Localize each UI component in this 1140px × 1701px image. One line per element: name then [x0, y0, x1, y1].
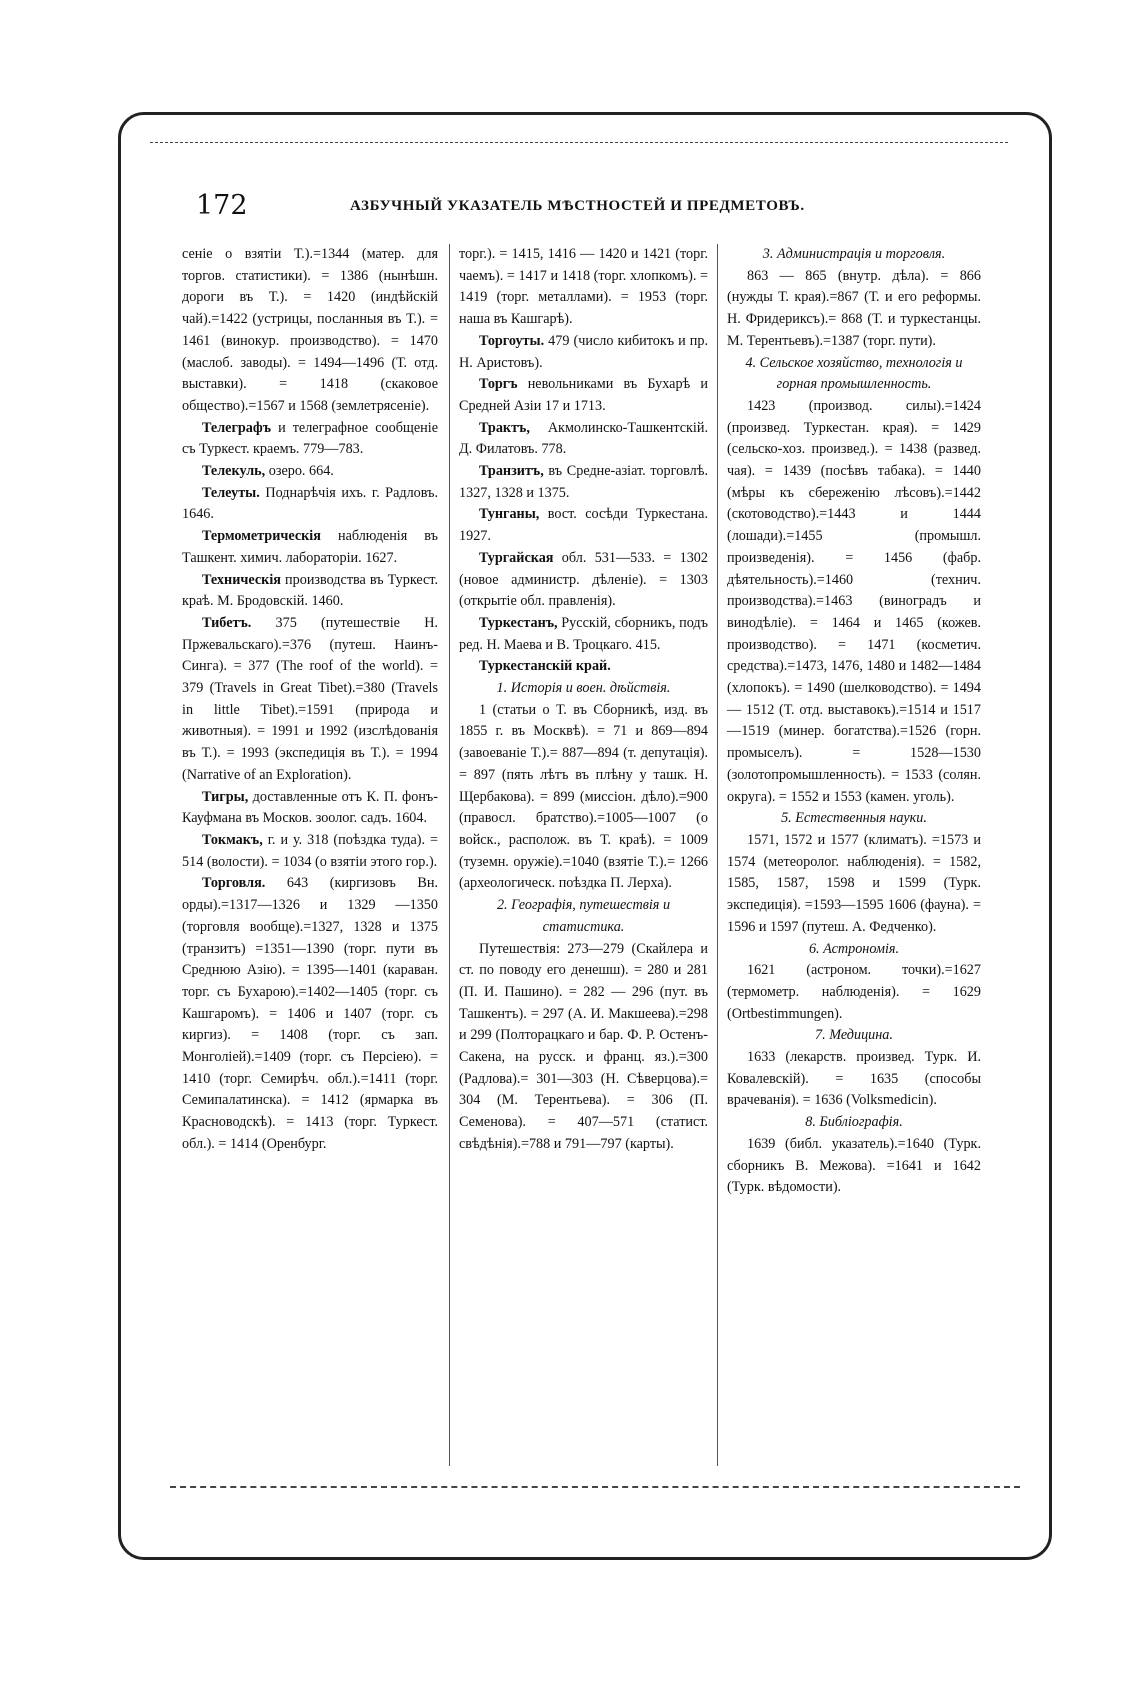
running-title: АЗБУЧНЫЙ УКАЗАТЕЛЬ МѢСТНОСТЕЙ И ПРЕДМЕТОВЪ.	[350, 198, 805, 214]
section-heading: 7. Медицина.	[815, 1027, 893, 1044]
entry-headword: Телекуль,	[202, 463, 266, 480]
entry-text: доставленные отъ К. П. фонъ-Кауфмана въ Москов. зоолог. садъ. 1604.	[182, 788, 438, 827]
entry-text: 479 (число кибитокъ и пр. Н. Аристовъ).	[459, 332, 708, 371]
index-entry	[459, 613, 708, 656]
continued-entry: торг.). = 1415, 1416 — 1420 и 1421 (торг. чаемъ). = 1417 и 1418 (торг. хлопкомъ). = 1419 (торг. металлами). = 1953 (торг. наша въ Кашгарѣ).	[459, 246, 708, 328]
entry-headword: Торгъ	[479, 376, 518, 393]
index-entry	[459, 418, 708, 461]
entry-headword: Термометрическія	[202, 528, 321, 545]
entry-text: наблюденія въ Ташкент. химич. лабораторіи. 1627.	[182, 528, 438, 566]
column-divider-1	[449, 244, 450, 1466]
index-entry	[459, 548, 708, 613]
entry-headword: Тибетъ.	[202, 614, 252, 631]
entry-headword: Туркестанскій край.	[479, 658, 611, 675]
entry-text: невольниками въ Бухарѣ и Средней Азіи 17 и 1713.	[459, 376, 708, 414]
entry-text: обл. 531—533. = 1302 (новое администр. дѣленіе). = 1303 (открытіе обл. правленія).	[459, 549, 708, 610]
continued-entry: сеніе о взятіи Т.).=1344 (матер. для торгов. статистики). = 1386 (нынѣшн. дороги въ Т.). = 1420 (индѣйскій чай).=1422 (устрицы, посланныя въ Т.). = 1461 (винокур. производство). = 1470 (маслоб. заводы). = 1494—1496 (Т. отд. выставки). = 1418 (скаковое общество).=1567 и 1568 (землетрясеніе).	[182, 246, 438, 414]
entry-text: и телеграфное сообщеніе съ Туркест. краемъ. 779—783.	[182, 419, 438, 458]
section-paragraph: 1 (статьи о Т. въ Сборникѣ, изд. въ 1855 г. въ Москвѣ). = 71 и 869—894 (завоеваніе Т.).= 887—894 (т. депутація). = 897 (пять лѣтъ въ плѣну у ташк. Н. Щербакова). = 899 (миссіон. дѣло).=900 (правосл. братство).=1005—1007 (о войск., располож. въ Т. краѣ). = 1009 (туземн. оружіе).=1040 (взятіе Т.).= 1266 (археологическ. поѣздка П. Лерха).	[459, 701, 708, 892]
entry-text: 375 (путешествіе Н. Пржевальскаго).=376 (путеш. Наинъ-Синга). = 377 (The roof of the world). = 379 (Travels in Great Tibet).=380 (Travels in little Tibet).=1591 (природа и животныя). = 1991 и 1992 (изслѣдованія въ Т.). = 1993 (экспедиція въ Т.). = 1994 (Narrative of an Exploration).	[182, 614, 438, 783]
bottom-decorative-rule	[170, 1486, 1020, 1488]
entry-headword: Тигры,	[202, 788, 249, 805]
entry-text: озеро. 664.	[265, 463, 334, 480]
entry-headword: Торговля.	[202, 875, 266, 892]
entry-headword: Тунганы,	[479, 506, 540, 523]
entry-headword: Транзитъ,	[479, 463, 544, 480]
index-entry	[459, 656, 708, 678]
section-paragraph: 1571, 1572 и 1577 (климатъ). =1573 и 1574 (метеоролог. наблюденія). = 1582, 1585, 1587, 1598 и 1599 (Турк. экспедиція). =1593—1595 1606 (фауна). = 1596 и 1597 (путеш. А. Федченко).	[727, 831, 981, 935]
index-entry	[459, 331, 708, 374]
index-entry	[459, 504, 708, 547]
index-entry	[182, 570, 438, 613]
entry-text: производства въ Туркест. краѣ. М. Бродовскій. 1460.	[182, 571, 438, 610]
entry-headword: Телеграфъ	[202, 419, 271, 436]
index-entry	[182, 830, 438, 873]
index-entry	[182, 613, 438, 787]
entry-headword: Телеуты.	[202, 484, 260, 501]
section-paragraph: 1423 (производ. силы).=1424 (произвед. Туркестан. края). = 1429 (сельско-хоз. произвед.). = 1438 (развед. чая). = 1439 (посѣвъ табака). = 1440 (мѣры къ сбереженію лѣсовъ).=1442 (скотоводство).=1443 и 1444 (лошади).=1455 (промышл. произведенія). = 1456 (фабр. дѣятельность).=1460 (технич. производства).=1463 (виноградъ и винодѣліе). = 1464 и 1465 (кожев. производство). = 1471 (косметич. средства).=1473, 1476, 1480 и 1482—1484 (хлопокъ). = 1490 (шелководство). = 1494 — 1512 (Т. отд. выставокъ).=1514 и 1517 —1519 (минер. богатства).=1526 (горн. промыселъ). = 1528—1530 (золотопромышленность). = 1533 (солян. округа). = 1552 и 1553 (камен. уголь).	[727, 397, 981, 805]
index-entry	[182, 787, 438, 830]
entry-headword: Тургайская	[479, 549, 554, 566]
entry-text: вост. сосѣди Туркестана. 1927.	[459, 506, 708, 545]
index-entry	[182, 418, 438, 461]
index-entry	[459, 374, 708, 417]
section-paragraph: 863 — 865 (внутр. дѣла). = 866 (нужды Т. края).=867 (Т. и его реформы. Н. Фридериксъ).= 868 (Т. и туркестанцы. М. Терентьевъ).=1387 (торг. пути).	[727, 267, 981, 349]
entry-headword: Трактъ,	[479, 419, 530, 436]
index-entry	[182, 873, 438, 1155]
index-entry	[459, 461, 708, 504]
index-entry	[182, 461, 438, 483]
entry-headword: Техническія	[202, 571, 281, 588]
index-entry	[182, 526, 438, 569]
top-decorative-rule	[150, 142, 1008, 143]
section-heading: 1. Исторія и воен. дѣйствія.	[496, 680, 671, 697]
entry-headword: Токмакъ,	[202, 831, 263, 848]
index-column-2	[459, 244, 708, 1156]
index-column-3	[727, 244, 981, 1199]
index-entry	[182, 483, 438, 526]
section-paragraph: 1633 (лекарств. произвед. Турк. И. Ковалевскій). = 1635 (способы врачеванія). = 1636 (Volksmedicin).	[727, 1049, 981, 1109]
section-paragraph: 1639 (библ. указатель).=1640 (Турк. сборникъ В. Межова). =1641 и 1642 (Турк. вѣдомости).	[727, 1135, 981, 1196]
section-heading: 5. Естественныя науки.	[781, 810, 927, 827]
column-divider-2	[717, 244, 718, 1466]
entry-text: г. и у. 318 (поѣздка туда). = 514 (волости). = 1034 (о взятіи этого гор.).	[182, 831, 438, 870]
section-heading: 6. Астрономія.	[808, 940, 900, 957]
section-heading: 2. Географія, путешествія и статистика.	[496, 897, 671, 935]
section-heading: 3. Администрація и торговля.	[762, 246, 946, 262]
page-number: 172	[196, 190, 248, 221]
entry-text: 643 (киргизовъ Вн. орды).=1317—1326 и 1329 —1350 (торговля вообще).=1327, 1328 и 1375 (транзитъ) =1351—1390 (торг. пути въ Среднюю Азію). = 1395—1401 (караван. торг. съ Бухарою).=1402—1405 (торг. съ Кашгаромъ). = 1406 и 1407 (торг. съ киргиз). = 1408 (торг. съ зап. Монголіей).=1409 (торг. съ Персіею). = 1410 (торг. Семирѣч. обл.).=1411 (торг. Семипалатинска). = 1412 (ярмарка въ Красноводскѣ). = 1413 (торг. Туркест. обл.). = 1414 (Оренбург.	[182, 875, 438, 1152]
page-header	[196, 190, 1006, 226]
section-heading: 8. Библіографія.	[805, 1114, 903, 1131]
entry-headword: Торгоуты.	[479, 332, 545, 349]
section-heading: 4. Сельское хозяйство, технологія и горная промышленность.	[745, 354, 963, 393]
section-paragraph: 1621 (астроном. точки).=1627 (термометр. наблюденія). = 1629 (Ortbestimmungen).	[727, 962, 981, 1022]
entry-headword: Туркестанъ,	[479, 614, 558, 631]
entry-text: Русскій, сборникъ, подъ ред. Н. Маева и В. Троцкаго. 415.	[459, 614, 708, 653]
index-column-1	[182, 244, 438, 1156]
entry-text: въ Средне-азіат. торговлѣ. 1327, 1328 и 1375.	[459, 463, 708, 501]
entry-text: Поднарѣчія ихъ. г. Радловъ. 1646.	[182, 484, 438, 523]
section-paragraph: Путешествія: 273—279 (Скайлера и ст. по поводу его денешш). = 280 и 281 (П. И. Пашино). = 282 — 296 (пут. въ Ташкентъ). = 297 (А. И. Макшеева).=298 и 299 (Полторацкаго и бар. Ф. Р. Остенъ-Сакена, на русск. и франц. яз.).=300 (Радлова).= 301—303 (Н. Сѣверцова).= 304 (М. Терентьева). = 306 (П. Семенова). = 407—571 (статист. свѣдѣнія).=788 и 791—797 (карты).	[459, 940, 708, 1152]
entry-text: Акмолинско-Ташкентскій. Д. Филатовъ. 778.	[459, 419, 708, 458]
